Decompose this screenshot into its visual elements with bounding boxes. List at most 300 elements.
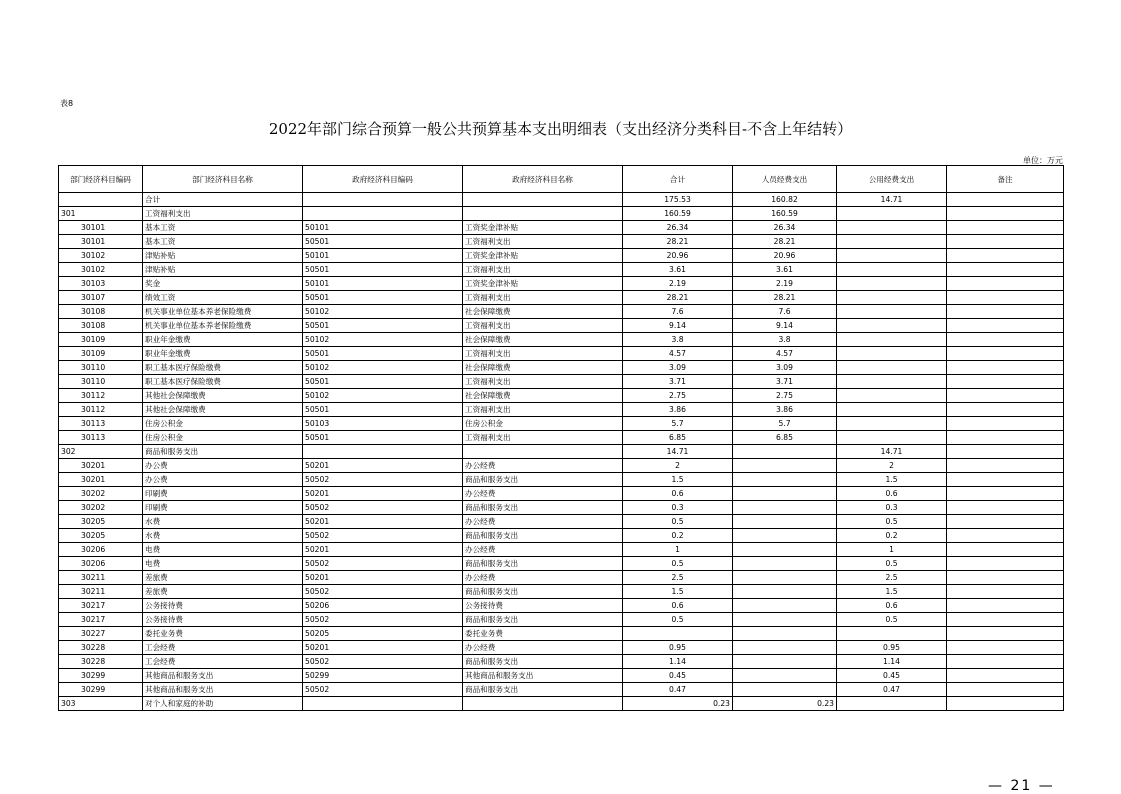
table-row — [59, 543, 1064, 557]
gov-code-cell: 50501 — [303, 403, 463, 417]
table-row — [59, 641, 1064, 655]
note-cell — [947, 361, 1064, 375]
gov-name-cell: 工资福利支出 — [463, 319, 623, 333]
gov-code-cell — [303, 445, 463, 459]
table-row — [59, 627, 1064, 641]
dept-code-cell: 30202 — [59, 487, 143, 501]
public-cell: 1.14 — [837, 655, 947, 669]
gov-code-cell: 50299 — [303, 669, 463, 683]
table-row — [59, 403, 1064, 417]
dept-code-cell: 30228 — [59, 641, 143, 655]
total-cell: 0.47 — [623, 683, 733, 697]
table-row — [59, 585, 1064, 599]
personnel-cell: 3.86 — [733, 403, 837, 417]
public-cell: 14.71 — [837, 445, 947, 459]
dept-code-cell: 30107 — [59, 291, 143, 305]
gov-code-cell: 50501 — [303, 347, 463, 361]
total-cell: 4.57 — [623, 347, 733, 361]
personnel-cell — [733, 487, 837, 501]
table-row — [59, 445, 1064, 459]
table-row — [59, 207, 1064, 221]
dept-code-cell: 30206 — [59, 543, 143, 557]
gov-code-cell: 50501 — [303, 235, 463, 249]
gov-code-cell: 50502 — [303, 683, 463, 697]
note-cell — [947, 683, 1064, 697]
personnel-cell — [733, 669, 837, 683]
note-cell — [947, 501, 1064, 515]
personnel-cell: 6.85 — [733, 431, 837, 445]
dept-code-cell: 30201 — [59, 459, 143, 473]
dept-name-cell: 基本工资 — [143, 235, 303, 249]
note-cell — [947, 599, 1064, 613]
public-cell: 1 — [837, 543, 947, 557]
gov-name-cell: 工资福利支出 — [463, 291, 623, 305]
dept-name-cell: 水费 — [143, 515, 303, 529]
personnel-cell: 28.21 — [733, 235, 837, 249]
table-row — [59, 459, 1064, 473]
dept-name-cell: 其他商品和服务支出 — [143, 683, 303, 697]
gov-name-cell: 社会保障缴费 — [463, 333, 623, 347]
gov-code-cell: 50101 — [303, 221, 463, 235]
dept-code-cell: 30299 — [59, 683, 143, 697]
total-cell — [623, 627, 733, 641]
dept-code-cell: 303 — [59, 697, 143, 711]
personnel-cell: 28.21 — [733, 291, 837, 305]
dept-code-cell: 301 — [59, 207, 143, 221]
public-cell — [837, 347, 947, 361]
public-cell — [837, 697, 947, 711]
total-cell: 6.85 — [623, 431, 733, 445]
public-cell — [837, 333, 947, 347]
gov-name-cell: 商品和服务支出 — [463, 501, 623, 515]
public-cell — [837, 375, 947, 389]
table-row — [59, 655, 1064, 669]
col-total-header: 合计 — [623, 166, 733, 193]
public-cell — [837, 627, 947, 641]
gov-name-cell: 社会保障缴费 — [463, 361, 623, 375]
dept-code-cell: 30101 — [59, 221, 143, 235]
dept-name-cell: 住房公积金 — [143, 431, 303, 445]
total-cell: 3.61 — [623, 263, 733, 277]
gov-code-cell: 50501 — [303, 291, 463, 305]
note-cell — [947, 459, 1064, 473]
dept-code-cell: 30102 — [59, 249, 143, 263]
total-cell: 0.2 — [623, 529, 733, 543]
gov-code-cell: 50102 — [303, 305, 463, 319]
table-body — [59, 193, 1064, 711]
total-cell: 3.71 — [623, 375, 733, 389]
dept-name-cell: 奖金 — [143, 277, 303, 291]
dept-name-cell: 对个人和家庭的补助 — [143, 697, 303, 711]
page-number: — 21 — — [988, 778, 1055, 794]
gov-code-cell: 50201 — [303, 487, 463, 501]
personnel-cell: 3.09 — [733, 361, 837, 375]
dept-code-cell: 30206 — [59, 557, 143, 571]
gov-name-cell: 商品和服务支出 — [463, 585, 623, 599]
dept-name-cell: 公务接待费 — [143, 599, 303, 613]
total-cell: 3.8 — [623, 333, 733, 347]
table-row — [59, 669, 1064, 683]
personnel-cell: 3.71 — [733, 375, 837, 389]
table-row — [59, 599, 1064, 613]
dept-name-cell: 差旅费 — [143, 571, 303, 585]
gov-name-cell — [463, 207, 623, 221]
public-cell — [837, 277, 947, 291]
total-cell: 2.19 — [623, 277, 733, 291]
gov-code-cell: 50502 — [303, 501, 463, 515]
public-cell — [837, 417, 947, 431]
note-cell — [947, 333, 1064, 347]
gov-code-cell: 50502 — [303, 529, 463, 543]
table-row — [59, 697, 1064, 711]
table-row — [59, 375, 1064, 389]
gov-code-cell: 50502 — [303, 473, 463, 487]
total-cell: 14.71 — [623, 445, 733, 459]
dept-name-cell: 商品和服务支出 — [143, 445, 303, 459]
personnel-cell — [733, 613, 837, 627]
total-cell: 20.96 — [623, 249, 733, 263]
table-row — [59, 487, 1064, 501]
public-cell — [837, 263, 947, 277]
total-cell: 1.5 — [623, 585, 733, 599]
gov-name-cell: 工资福利支出 — [463, 347, 623, 361]
dept-name-cell: 工会经费 — [143, 641, 303, 655]
total-cell: 5.7 — [623, 417, 733, 431]
gov-name-cell: 商品和服务支出 — [463, 655, 623, 669]
dept-name-cell: 职业年金缴费 — [143, 347, 303, 361]
dept-name-cell: 办公费 — [143, 459, 303, 473]
table-row — [59, 361, 1064, 375]
dept-name-cell: 机关事业单位基本养老保险缴费 — [143, 305, 303, 319]
personnel-cell — [733, 445, 837, 459]
dept-name-cell: 基本工资 — [143, 221, 303, 235]
gov-code-cell: 50502 — [303, 557, 463, 571]
dept-code-cell: 30201 — [59, 473, 143, 487]
dept-name-cell: 津贴补贴 — [143, 249, 303, 263]
dept-name-cell: 其他社会保障缴费 — [143, 403, 303, 417]
public-cell: 0.2 — [837, 529, 947, 543]
note-cell — [947, 473, 1064, 487]
page-title: 2022年部门综合预算一般公共预算基本支出明细表（支出经济分类科目-不含上年结转） — [268, 120, 853, 138]
note-cell — [947, 207, 1064, 221]
personnel-cell — [733, 655, 837, 669]
note-cell — [947, 445, 1064, 459]
col-note-header: 备注 — [947, 166, 1064, 193]
table-row — [59, 347, 1064, 361]
public-cell — [837, 389, 947, 403]
dept-name-cell: 住房公积金 — [143, 417, 303, 431]
col-personnel-header: 人员经费支出 — [733, 166, 837, 193]
dept-code-cell: 30103 — [59, 277, 143, 291]
note-cell — [947, 375, 1064, 389]
public-cell: 0.45 — [837, 669, 947, 683]
public-cell: 0.47 — [837, 683, 947, 697]
note-cell — [947, 697, 1064, 711]
gov-name-cell: 工资奖金津补贴 — [463, 221, 623, 235]
note-cell — [947, 277, 1064, 291]
table-row — [59, 235, 1064, 249]
total-cell: 0.6 — [623, 487, 733, 501]
gov-code-cell: 50201 — [303, 515, 463, 529]
personnel-cell — [733, 515, 837, 529]
note-cell — [947, 291, 1064, 305]
note-cell — [947, 431, 1064, 445]
total-cell: 2.75 — [623, 389, 733, 403]
dept-code-cell: 30110 — [59, 375, 143, 389]
gov-code-cell: 50501 — [303, 375, 463, 389]
note-cell — [947, 613, 1064, 627]
personnel-cell — [733, 641, 837, 655]
personnel-cell — [733, 529, 837, 543]
public-cell: 1.5 — [837, 585, 947, 599]
personnel-cell: 7.6 — [733, 305, 837, 319]
personnel-cell — [733, 473, 837, 487]
gov-name-cell: 其他商品和服务支出 — [463, 669, 623, 683]
gov-code-cell: 50201 — [303, 543, 463, 557]
note-cell — [947, 235, 1064, 249]
total-cell: 1.5 — [623, 473, 733, 487]
total-cell: 0.3 — [623, 501, 733, 515]
table-row — [59, 319, 1064, 333]
table-row — [59, 683, 1064, 697]
total-cell: 28.21 — [623, 291, 733, 305]
table-row — [59, 613, 1064, 627]
personnel-cell — [733, 585, 837, 599]
budget-table — [58, 165, 1064, 711]
public-cell: 1.5 — [837, 473, 947, 487]
dept-name-cell: 水费 — [143, 529, 303, 543]
gov-name-cell: 办公经费 — [463, 571, 623, 585]
dept-code-cell: 30108 — [59, 319, 143, 333]
personnel-cell: 3.61 — [733, 263, 837, 277]
gov-code-cell: 50501 — [303, 431, 463, 445]
personnel-cell — [733, 543, 837, 557]
personnel-cell — [733, 571, 837, 585]
public-cell — [837, 235, 947, 249]
gov-name-cell — [463, 193, 623, 207]
dept-name-cell: 差旅费 — [143, 585, 303, 599]
public-cell: 2 — [837, 459, 947, 473]
dept-code-cell: 30109 — [59, 347, 143, 361]
gov-code-cell: 50501 — [303, 263, 463, 277]
total-cell: 26.34 — [623, 221, 733, 235]
gov-name-cell — [463, 697, 623, 711]
gov-name-cell: 办公经费 — [463, 487, 623, 501]
personnel-cell: 4.57 — [733, 347, 837, 361]
table-header-row — [59, 166, 1064, 193]
public-cell: 0.5 — [837, 613, 947, 627]
public-cell: 0.6 — [837, 599, 947, 613]
total-cell: 0.5 — [623, 613, 733, 627]
dept-name-cell: 印刷费 — [143, 487, 303, 501]
public-cell — [837, 305, 947, 319]
public-cell — [837, 291, 947, 305]
total-cell: 3.09 — [623, 361, 733, 375]
gov-name-cell: 社会保障缴费 — [463, 305, 623, 319]
dept-name-cell: 其他社会保障缴费 — [143, 389, 303, 403]
gov-name-cell: 工资福利支出 — [463, 235, 623, 249]
personnel-cell: 2.19 — [733, 277, 837, 291]
note-cell — [947, 193, 1064, 207]
table-row — [59, 431, 1064, 445]
dept-code-cell: 30227 — [59, 627, 143, 641]
personnel-cell: 160.59 — [733, 207, 837, 221]
public-cell: 0.6 — [837, 487, 947, 501]
public-cell — [837, 361, 947, 375]
personnel-cell — [733, 459, 837, 473]
total-cell: 2.5 — [623, 571, 733, 585]
total-cell: 160.59 — [623, 207, 733, 221]
dept-code-cell: 30217 — [59, 613, 143, 627]
personnel-cell — [733, 599, 837, 613]
dept-name-cell: 职业年金缴费 — [143, 333, 303, 347]
gov-name-cell: 商品和服务支出 — [463, 473, 623, 487]
table-label: 表8 — [60, 99, 74, 108]
dept-name-cell: 职工基本医疗保险缴费 — [143, 375, 303, 389]
gov-name-cell: 工资福利支出 — [463, 263, 623, 277]
dept-name-cell: 津贴补贴 — [143, 263, 303, 277]
dept-code-cell: 30205 — [59, 529, 143, 543]
dept-code-cell: 302 — [59, 445, 143, 459]
dept-code-cell: 30108 — [59, 305, 143, 319]
gov-name-cell: 商品和服务支出 — [463, 613, 623, 627]
total-cell: 0.95 — [623, 641, 733, 655]
public-cell: 0.5 — [837, 515, 947, 529]
gov-code-cell: 50502 — [303, 585, 463, 599]
personnel-cell: 26.34 — [733, 221, 837, 235]
public-cell — [837, 403, 947, 417]
public-cell: 2.5 — [837, 571, 947, 585]
note-cell — [947, 669, 1064, 683]
dept-name-cell: 机关事业单位基本养老保险缴费 — [143, 319, 303, 333]
table-row — [59, 501, 1064, 515]
total-cell: 1.14 — [623, 655, 733, 669]
gov-name-cell: 公务接待费 — [463, 599, 623, 613]
note-cell — [947, 641, 1064, 655]
personnel-cell: 20.96 — [733, 249, 837, 263]
col-dept-name-header: 部门经济科目名称 — [143, 166, 303, 193]
dept-code-cell: 30211 — [59, 571, 143, 585]
dept-name-cell: 工资福利支出 — [143, 207, 303, 221]
gov-code-cell: 50101 — [303, 277, 463, 291]
public-cell — [837, 249, 947, 263]
dept-name-cell: 印刷费 — [143, 501, 303, 515]
dept-code-cell: 30109 — [59, 333, 143, 347]
total-cell: 0.45 — [623, 669, 733, 683]
public-cell: 0.3 — [837, 501, 947, 515]
personnel-cell: 160.82 — [733, 193, 837, 207]
note-cell — [947, 221, 1064, 235]
gov-code-cell: 50201 — [303, 459, 463, 473]
public-cell — [837, 431, 947, 445]
note-cell — [947, 487, 1064, 501]
gov-name-cell: 办公经费 — [463, 641, 623, 655]
note-cell — [947, 389, 1064, 403]
gov-code-cell: 50101 — [303, 249, 463, 263]
total-cell: 7.6 — [623, 305, 733, 319]
total-cell: 0.6 — [623, 599, 733, 613]
personnel-cell — [733, 627, 837, 641]
gov-code-cell: 50102 — [303, 333, 463, 347]
table-row — [59, 473, 1064, 487]
col-gov-name-header: 政府经济科目名称 — [463, 166, 623, 193]
public-cell — [837, 221, 947, 235]
note-cell — [947, 403, 1064, 417]
dept-code-cell: 30102 — [59, 263, 143, 277]
public-cell: 0.95 — [837, 641, 947, 655]
public-cell — [837, 207, 947, 221]
total-cell: 0.5 — [623, 557, 733, 571]
gov-code-cell: 50103 — [303, 417, 463, 431]
note-cell — [947, 557, 1064, 571]
gov-code-cell: 50102 — [303, 389, 463, 403]
dept-name-cell: 电费 — [143, 557, 303, 571]
table-row — [59, 333, 1064, 347]
note-cell — [947, 319, 1064, 333]
dept-code-cell: 30113 — [59, 417, 143, 431]
gov-name-cell: 工资奖金津补贴 — [463, 277, 623, 291]
table-row — [59, 529, 1064, 543]
dept-code-cell: 30217 — [59, 599, 143, 613]
gov-name-cell: 工资福利支出 — [463, 403, 623, 417]
personnel-cell: 2.75 — [733, 389, 837, 403]
gov-code-cell: 50201 — [303, 571, 463, 585]
table-row — [59, 557, 1064, 571]
personnel-cell: 5.7 — [733, 417, 837, 431]
table-row — [59, 571, 1064, 585]
dept-code-cell: 30205 — [59, 515, 143, 529]
gov-name-cell: 工资福利支出 — [463, 375, 623, 389]
dept-name-cell: 工会经费 — [143, 655, 303, 669]
table-row — [59, 389, 1064, 403]
dept-name-cell: 公务接待费 — [143, 613, 303, 627]
table-row — [59, 305, 1064, 319]
dept-code-cell: 30112 — [59, 389, 143, 403]
gov-name-cell: 住房公积金 — [463, 417, 623, 431]
public-cell: 14.71 — [837, 193, 947, 207]
dept-code-cell: 30202 — [59, 501, 143, 515]
gov-code-cell: 50206 — [303, 599, 463, 613]
dept-name-cell: 其他商品和服务支出 — [143, 669, 303, 683]
dept-name-cell: 职工基本医疗保险缴费 — [143, 361, 303, 375]
public-cell: 0.5 — [837, 557, 947, 571]
total-cell: 28.21 — [623, 235, 733, 249]
note-cell — [947, 529, 1064, 543]
note-cell — [947, 305, 1064, 319]
unit-label: 单位：万元 — [1023, 156, 1063, 165]
note-cell — [947, 585, 1064, 599]
gov-code-cell: 50205 — [303, 627, 463, 641]
gov-name-cell — [463, 445, 623, 459]
dept-code-cell: 30228 — [59, 655, 143, 669]
personnel-cell: 0.23 — [733, 697, 837, 711]
table-row — [59, 277, 1064, 291]
gov-code-cell: 50502 — [303, 655, 463, 669]
gov-code-cell — [303, 193, 463, 207]
gov-name-cell: 办公经费 — [463, 543, 623, 557]
dept-code-cell: 30110 — [59, 361, 143, 375]
gov-code-cell — [303, 697, 463, 711]
dept-name-cell: 委托业务费 — [143, 627, 303, 641]
note-cell — [947, 347, 1064, 361]
total-cell: 0.5 — [623, 515, 733, 529]
note-cell — [947, 571, 1064, 585]
gov-code-cell: 50201 — [303, 641, 463, 655]
dept-name-cell: 合计 — [143, 193, 303, 207]
gov-name-cell: 商品和服务支出 — [463, 529, 623, 543]
dept-code-cell: 30299 — [59, 669, 143, 683]
table-row — [59, 193, 1064, 207]
